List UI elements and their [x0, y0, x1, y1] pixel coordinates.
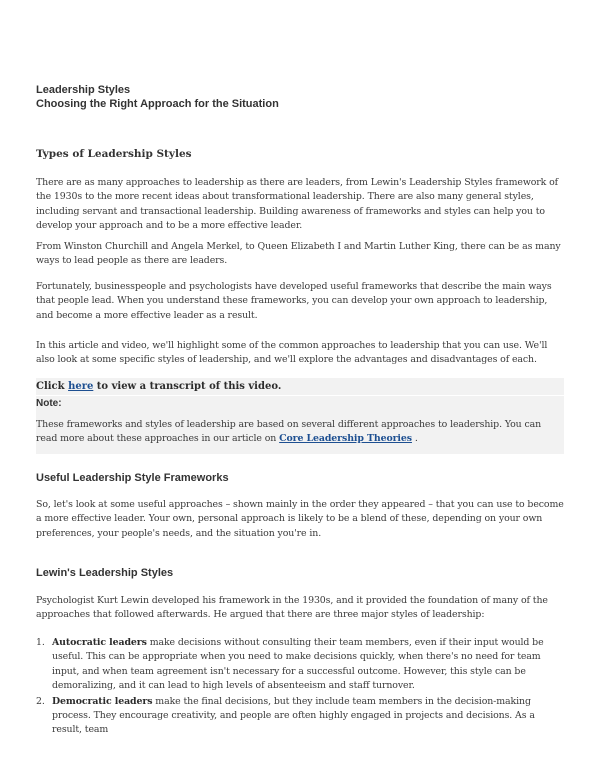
note-text-before: These frameworks and styles of leadership are based on several different approaches to leadership. You can read more about these approaches in our article on	[36, 419, 542, 445]
core-leadership-theories-link[interactable]: Core Leadership Theories	[279, 433, 412, 445]
paragraph-types-1: There are as many approaches to leadership as there are leaders, from Lewin's Leadership Styles framework of the 1930s to the more recent ideas about transformational leadership. There are also many general styles, including servant and transactional leadership. Building awareness of frameworks and styles can help you to develop your approach and to be a more effective leader.	[36, 177, 559, 232]
list-number: 2.	[36, 695, 45, 707]
title-line-2: Choosing the Right Approach for the Situation	[36, 98, 279, 110]
click-suffix: to view a transcript of this video.	[93, 381, 282, 392]
paragraph-lewin-1: Psychologist Kurt Lewin developed his framework in the 1930s, and it provided the foundation of many of the approaches that followed afterwards. He argued that there are three major styles of leadership:	[36, 595, 548, 621]
list-text: make the final decisions, but they include team members in the decision-making process. They encourage creativity, and people are often highly engaged in projects and decisions. As a result, team	[52, 695, 535, 736]
paragraph-types-3: Fortunately, businesspeople and psychologists have developed useful frameworks that describe the main ways that people lead. When you understand these frameworks, you can develop your own approach to leadership, and become a more effective leader as a result.	[36, 281, 552, 321]
list-item	[36, 636, 564, 694]
list-number: 1.	[36, 637, 45, 648]
paragraph-types-2: From Winston Churchill and Angela Merkel, to Queen Elizabeth I and Martin Luther King, there can be as many ways to lead people as there are leaders.	[36, 241, 561, 267]
click-prefix: Click	[36, 381, 69, 392]
list-term: Autocratic leaders	[52, 637, 147, 648]
transcript-callout	[36, 378, 564, 395]
heading-frameworks: Useful Leadership Style Frameworks	[36, 472, 229, 484]
heading-lewin: Lewin's Leadership Styles	[36, 567, 174, 579]
list-item	[36, 695, 564, 738]
paragraph-frameworks-1: So, let's look at some useful approaches – shown mainly in the order they appeared – that you can use to become a more effective leader. Your own, personal approach is likely to be a blend of these, depending on your own preferences, your people's needs, and the situation you're in.	[36, 499, 564, 539]
note-text	[36, 418, 564, 447]
list-text: make decisions without consulting their team members, even if their input would be useful. This can be appropriate when you need to make decisions quickly, when there's no need for team input, and when team agreement isn't necessary for a successful outcome. However, this style can be demoralizing, and it can lead to high levels of absenteeism and staff turnover.	[52, 637, 544, 692]
note-text-after: .	[411, 433, 418, 445]
document-title	[36, 83, 279, 111]
lewin-styles-list	[36, 636, 564, 739]
transcript-link[interactable]: here	[68, 381, 94, 392]
heading-types: Types of Leadership Styles	[36, 148, 192, 160]
note-label: Note:	[36, 398, 62, 409]
paragraph-types-4: In this article and video, we'll highlight some of the common approaches to leadership that you can use. We'll also look at some specific styles of leadership, and we'll explore the advantages and disadvantages of each.	[36, 340, 548, 366]
list-term: Democratic leaders	[52, 695, 153, 707]
title-line-1: Leadership Styles	[36, 84, 131, 96]
note-box	[36, 396, 564, 454]
